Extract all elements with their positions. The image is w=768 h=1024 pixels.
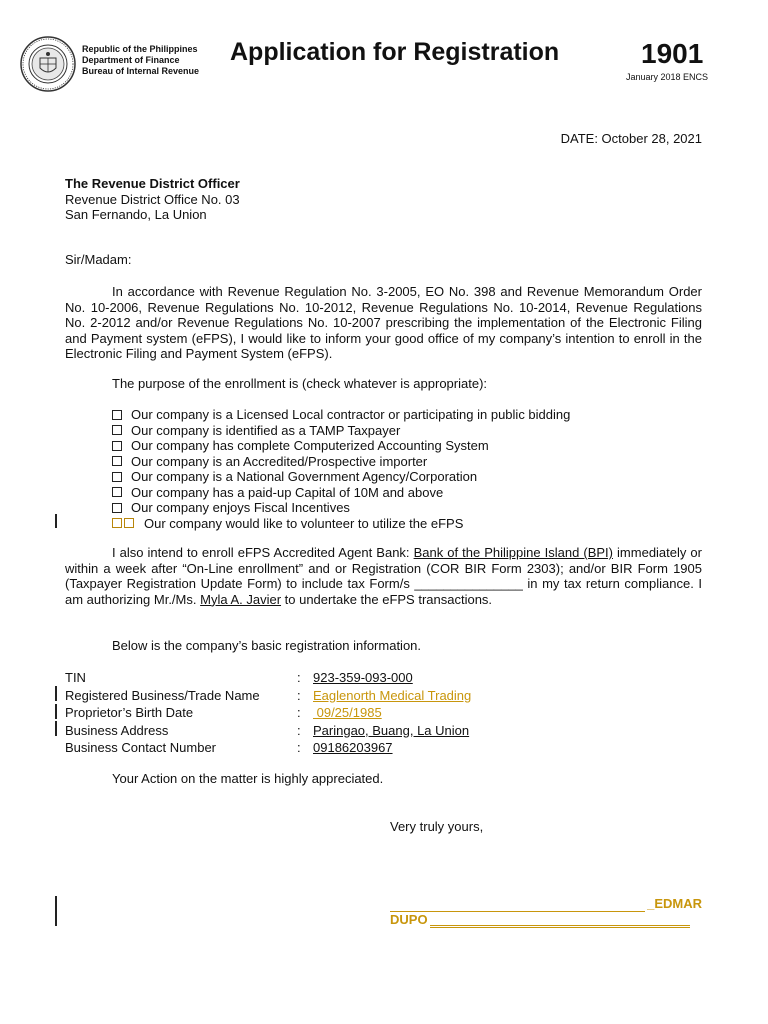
salutation: Sir/Madam: <box>65 252 132 267</box>
checkbox[interactable] <box>112 472 122 482</box>
tax-form-blank: _______________ <box>414 576 523 591</box>
checklist-label: Our company is a Licensed Local contractor or participating in public bidding <box>131 407 571 422</box>
form-title: Application for Registration <box>230 38 560 66</box>
signature-double-underline <box>430 914 690 928</box>
revision-bar <box>55 514 57 528</box>
form-number: 1901 <box>641 38 704 69</box>
checklist-label: Our company is a National Government Agency/Corporation <box>131 469 478 484</box>
purpose-checklist <box>112 407 570 531</box>
agency-line: Republic of the Philippines <box>82 44 198 54</box>
checklist-label: Our company is an Accredited/Prospective importer <box>131 453 428 469</box>
checklist-item[interactable] <box>112 438 570 454</box>
info-value: Eaglenorth Medical Trading <box>313 687 472 703</box>
info-label: Business Contact Number <box>65 740 217 755</box>
revision-bar <box>55 721 57 736</box>
info-label: Registered Business/Trade Name <box>65 687 260 703</box>
checklist-label: Our company is identified as a TAMP Taxpayer <box>131 422 401 438</box>
info-value: 923-359-093-000 <box>313 670 413 685</box>
bank-name: Bank of the Philippine Island (BPI) <box>413 545 613 560</box>
revision-bar <box>55 686 57 701</box>
info-label: Business Address <box>65 722 169 738</box>
agency-line: Department of Finance <box>82 55 180 65</box>
agency-line: Bureau of Internal Revenue <box>82 66 200 76</box>
info-colon: : <box>297 722 301 738</box>
checklist-item[interactable] <box>112 407 570 423</box>
info-row-address <box>65 722 471 740</box>
checklist-item-volunteer[interactable] <box>112 516 570 532</box>
checkbox[interactable] <box>112 425 122 435</box>
checkbox[interactable] <box>112 456 122 466</box>
info-label: TIN <box>65 670 86 685</box>
checkbox[interactable] <box>112 503 122 513</box>
info-colon: : <box>297 687 301 703</box>
signature-last-name: DUPO <box>390 912 428 927</box>
date-line: DATE: October 28, 2021 <box>560 131 702 146</box>
checkbox-inserted[interactable] <box>112 518 122 528</box>
checklist-item[interactable] <box>112 454 570 470</box>
basic-info-intro: Below is the company’s basic registration information. <box>112 638 422 653</box>
authorized-person: Myla A. Javier <box>200 591 282 607</box>
checklist-label: Our company would like to volunteer to utilize the eFPS <box>144 515 464 531</box>
addressee-location: San Fernando, La Union <box>65 207 207 222</box>
bank-text-2: immediately or within a week after “On-Line enrollment” and or Registration (COR BIR Form 2303); and/or BIR Form 1905 (Taxpayer Registration Update Form) to include tax Form/s <box>65 545 702 591</box>
checklist-label: Our company has complete Computerized Accounting System <box>131 438 489 453</box>
tracked-checkbox[interactable] <box>112 518 136 528</box>
bank-paragraph <box>65 545 702 607</box>
info-colon: : <box>297 705 301 720</box>
checkbox[interactable] <box>112 410 122 420</box>
signature-block <box>390 896 702 928</box>
checklist-item[interactable] <box>112 500 570 516</box>
checklist-label: Our company enjoys Fiscal Incentives <box>131 500 350 515</box>
info-row-contact <box>65 739 471 757</box>
checklist-label: Our company has a paid-up Capital of 10M and above <box>131 484 444 500</box>
form-version: January 2018 ENCS <box>626 72 709 82</box>
action-line: Your Action on the matter is highly appreciated. <box>112 771 384 786</box>
closing: Very truly yours, <box>390 819 484 834</box>
info-row-trade-name <box>65 687 471 705</box>
info-value: Paringao, Buang, La Union <box>313 722 470 738</box>
bank-text-3: in my tax return compliance. I am authorizing Mr./Ms. <box>65 576 702 607</box>
addressee-block <box>65 176 240 223</box>
purpose-intro: The purpose of the enrollment is (check whatever is appropriate): <box>112 376 488 391</box>
checkbox[interactable] <box>112 441 122 451</box>
bank-text-1: I also intend to enroll eFPS Accredited Agent Bank: <box>112 545 414 560</box>
info-row-tin <box>65 669 471 687</box>
checklist-item[interactable] <box>112 485 570 501</box>
registration-info <box>65 669 471 757</box>
intro-paragraph: In accordance with Revenue Regulation No. 3-2005, EO No. 398 and Revenue Memorandum Order No. 10-2006, Revenue Regulations No. 10-2012, Revenue Regulations No. 10-2014, Revenue Regulations No. 2-2012 and/or Revenue Regulations No. 10-2007 prescribing the implementation of the Electronic Filing and Payment system (eFPS), I would like to inform your good office of my company’s intention to enroll in the Electronic Filing and Payment System (eFPS). <box>65 284 702 361</box>
signature-line-2 <box>390 912 690 928</box>
info-value: 09/25/1985 <box>313 705 382 720</box>
agency-block <box>82 44 199 77</box>
signature-first-name: _EDMAR <box>647 896 702 911</box>
bank-text-4: to undertake the eFPS transactions. <box>281 591 493 607</box>
bir-seal-icon <box>20 36 76 92</box>
info-row-birth-date <box>65 704 471 722</box>
checkbox-deleted[interactable] <box>124 518 134 528</box>
revision-bar <box>55 896 57 926</box>
addressee-name: The Revenue District Officer <box>65 176 240 191</box>
checkbox[interactable] <box>112 487 122 497</box>
signature-line-1 <box>390 896 702 912</box>
info-colon: : <box>297 670 301 685</box>
addressee-office: Revenue District Office No. 03 <box>65 191 240 207</box>
revision-bar <box>55 704 57 719</box>
info-label: Proprietor’s Birth Date <box>65 705 194 720</box>
signature-underline <box>390 899 645 912</box>
info-colon: : <box>297 740 301 755</box>
info-value: 09186203967 <box>313 740 393 755</box>
checklist-item[interactable] <box>112 469 570 485</box>
checklist-item[interactable] <box>112 423 570 439</box>
